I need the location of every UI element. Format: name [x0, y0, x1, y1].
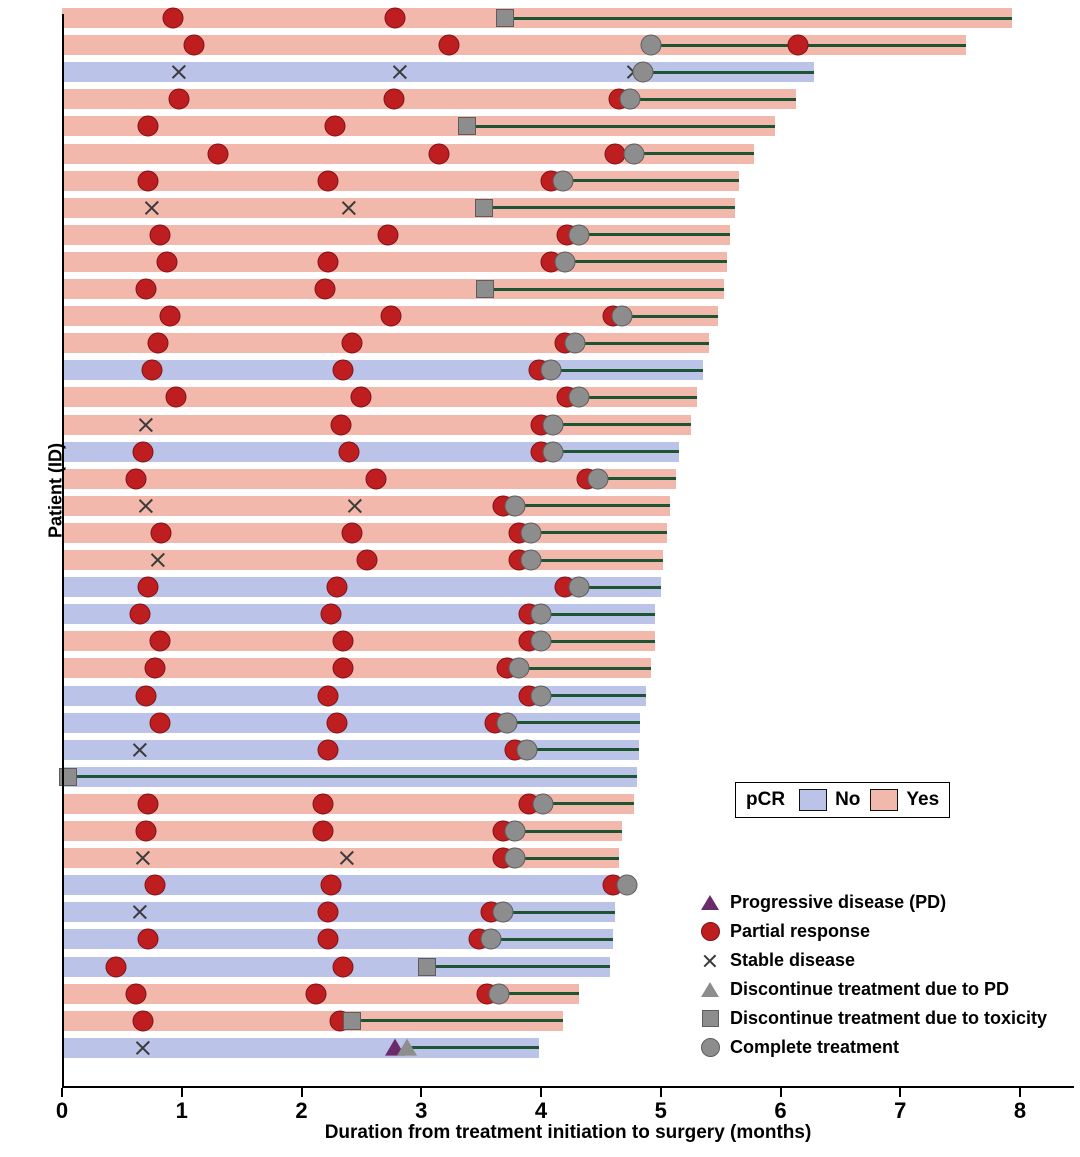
marker-x-mark-icon [170, 63, 188, 81]
patient-row [0, 89, 1012, 109]
treatment-line [575, 342, 709, 345]
marker-circle-red-icon [333, 658, 354, 679]
marker-square-grey-icon [476, 280, 494, 298]
marker-circle-red-icon [317, 685, 338, 706]
marker-legend-label: Partial response [730, 921, 871, 941]
marker-circle-red-icon [429, 143, 450, 164]
marker-circle-grey-icon [516, 739, 537, 760]
x-tick [540, 1088, 542, 1097]
treatment-line [491, 938, 613, 941]
marker-circle-red-icon [313, 821, 334, 842]
marker-circle-grey-icon [521, 522, 542, 543]
patient-row [0, 740, 1012, 760]
marker-circle-red-icon [357, 550, 378, 571]
patient-row [0, 279, 1012, 299]
treatment-line [519, 667, 651, 670]
marker-circle-red-icon [165, 387, 186, 408]
treatment-line [553, 423, 691, 426]
marker-circle-red-icon [317, 902, 338, 923]
x-tick-label: 3 [415, 1098, 428, 1123]
marker-x-mark-icon [134, 849, 152, 867]
x-tick [1019, 1088, 1021, 1097]
marker-circle-grey-icon [554, 251, 575, 272]
marker-circle-red-icon [341, 333, 362, 354]
treatment-line [541, 613, 655, 616]
marker-circle-red-icon [207, 143, 228, 164]
patient-row [0, 550, 1012, 570]
marker-x-mark-icon [137, 416, 155, 434]
marker-circle-red-icon [381, 306, 402, 327]
marker-circle-grey-icon [569, 224, 590, 245]
marker-circle-red-icon [351, 387, 372, 408]
marker-legend-item [690, 917, 1047, 946]
marker-legend-label: Discontinue treatment due to PD [730, 979, 1010, 999]
patient-row [0, 225, 1012, 245]
marker-circle-red-icon [333, 360, 354, 381]
treatment-line [633, 152, 754, 155]
x-tick [780, 1088, 782, 1097]
marker-circle-grey-icon [588, 468, 609, 489]
marker-circle-red-icon [333, 956, 354, 977]
marker-circle-red-icon [157, 251, 178, 272]
marker-circle-grey-icon [531, 631, 552, 652]
marker-circle-red-icon [317, 929, 338, 950]
treatment-line [551, 369, 703, 372]
marker-circle-red-icon [135, 685, 156, 706]
treatment-line [531, 559, 663, 562]
patient-row [0, 415, 1012, 435]
x-axis-line [62, 1086, 1074, 1088]
legend-circle-grey-icon [690, 1033, 730, 1062]
pcr-label-yes: Yes [906, 789, 940, 810]
marker-circle-grey-icon [504, 495, 525, 516]
marker-legend-label: Stable disease [730, 950, 856, 970]
marker-circle-grey-icon [531, 685, 552, 706]
marker-x-mark-icon [346, 497, 364, 515]
x-tick-label: 5 [654, 1098, 667, 1123]
x-tick [181, 1088, 183, 1097]
pcr-legend-item-no [799, 789, 860, 811]
marker-circle-grey-icon [542, 441, 563, 462]
marker-circle-red-icon [150, 224, 171, 245]
treatment-line [553, 450, 679, 453]
marker-circle-red-icon [327, 712, 348, 733]
pcr-swatch-yes [870, 789, 898, 811]
marker-circle-red-icon [138, 170, 159, 191]
treatment-line [431, 965, 611, 968]
marker-circle-red-icon [321, 875, 342, 896]
marker-circle-grey-icon [542, 414, 563, 435]
marker-circle-red-icon [333, 631, 354, 652]
x-axis-label: Duration from treatment initiation to surgery (months) [324, 1122, 812, 1143]
marker-circle-grey-icon [641, 35, 662, 56]
marker-square-grey-icon [418, 958, 436, 976]
marker-circle-red-icon [133, 1010, 154, 1031]
marker-circle-red-icon [133, 441, 154, 462]
marker-legend-item [690, 1004, 1047, 1033]
marker-circle-grey-icon [509, 658, 530, 679]
patient-row [0, 577, 1012, 597]
marker-circle-red-icon [317, 251, 338, 272]
patient-row [0, 469, 1012, 489]
marker-square-grey-icon [475, 199, 493, 217]
x-tick [301, 1088, 303, 1097]
treatment-line [579, 396, 696, 399]
patient-row [0, 116, 1012, 136]
marker-circle-red-icon [315, 279, 336, 300]
marker-circle-red-icon [317, 170, 338, 191]
marker-x-mark-icon [131, 903, 149, 921]
y-axis-label: Patient (ID) [45, 443, 66, 539]
x-tick-label: 6 [774, 1098, 787, 1123]
x-tick-label: 0 [55, 1098, 69, 1123]
marker-circle-grey-icon [504, 821, 525, 842]
marker-circle-red-icon [327, 577, 348, 598]
marker-circle-grey-icon [504, 848, 525, 869]
marker-circle-grey-icon [617, 875, 638, 896]
marker-circle-grey-icon [497, 712, 518, 733]
marker-circle-red-icon [377, 224, 398, 245]
patient-row [0, 306, 1012, 326]
treatment-line [509, 17, 1012, 20]
patient-row [0, 252, 1012, 272]
marker-circle-red-icon [183, 35, 204, 56]
marker-legend-item [690, 946, 1047, 975]
marker-circle-red-icon [135, 821, 156, 842]
marker-circle-red-icon [105, 956, 126, 977]
marker-circle-grey-icon [624, 143, 645, 164]
patient-row [0, 713, 1012, 733]
treatment-line [541, 694, 646, 697]
treatment-line [627, 98, 796, 101]
treatment-line [515, 504, 671, 507]
marker-circle-grey-icon [564, 333, 585, 354]
marker-circle-red-icon [147, 333, 168, 354]
x-tick [660, 1088, 662, 1097]
marker-circle-grey-icon [552, 170, 573, 191]
treatment-line [577, 233, 730, 236]
marker-x-mark-icon [340, 199, 358, 217]
x-tick-label: 1 [175, 1098, 188, 1123]
marker-circle-red-icon [321, 604, 342, 625]
treatment-line [487, 288, 724, 291]
marker-circle-red-icon [138, 116, 159, 137]
marker-x-mark-icon [143, 199, 161, 217]
x-tick [420, 1088, 422, 1097]
marker-circle-grey-icon [521, 550, 542, 571]
treatment-line [499, 992, 579, 995]
patient-row [0, 442, 1012, 462]
marker-circle-red-icon [145, 875, 166, 896]
treatment-line [565, 179, 739, 182]
marker-circle-red-icon [438, 35, 459, 56]
x-tick [61, 1088, 63, 1097]
marker-circle-grey-icon [531, 604, 552, 625]
treatment-line [652, 44, 966, 47]
marker-legend-item [690, 1033, 1047, 1062]
patient-row [0, 198, 1012, 218]
marker-x-mark-icon [137, 497, 155, 515]
pcr-swatch-no [799, 789, 827, 811]
legend-square-grey-icon [690, 1004, 730, 1033]
patient-row [0, 171, 1012, 191]
treatment-line [407, 1046, 539, 1049]
legend-x-mark-icon [690, 946, 730, 975]
x-tick-label: 7 [894, 1098, 907, 1123]
marker-circle-red-icon [383, 89, 404, 110]
marker-legend-label: Progressive disease (PD) [730, 892, 947, 912]
patient-row [0, 821, 1012, 841]
patient-row [0, 333, 1012, 353]
treatment-line [515, 857, 619, 860]
marker-x-mark-icon [338, 849, 356, 867]
marker-circle-grey-icon [480, 929, 501, 950]
marker-circle-grey-icon [619, 89, 640, 110]
treatment-line [583, 586, 661, 589]
x-tick [899, 1088, 901, 1097]
patient-row [0, 496, 1012, 516]
treatment-line [515, 830, 623, 833]
marker-legend-item [690, 888, 1047, 917]
x-tick-label: 4 [534, 1098, 548, 1123]
patient-row [0, 848, 1012, 868]
marker-circle-grey-icon [489, 983, 510, 1004]
treatment-line [531, 531, 666, 534]
marker-circle-grey-icon [533, 793, 554, 814]
marker-circle-grey-icon [612, 306, 633, 327]
marker-legend-label: Discontinue treatment due to toxicity [730, 1008, 1048, 1028]
marker-circle-red-icon [341, 522, 362, 543]
marker-circle-red-icon [317, 739, 338, 760]
marker-circle-red-icon [135, 279, 156, 300]
pcr-legend-item-yes [870, 789, 939, 811]
marker-legend [690, 888, 1047, 1062]
marker-square-grey-icon [496, 9, 514, 27]
treatment-line [622, 315, 718, 318]
marker-circle-grey-icon [492, 902, 513, 923]
x-tick-label: 8 [1013, 1098, 1027, 1123]
treatment-line [563, 260, 727, 263]
marker-circle-red-icon [339, 441, 360, 462]
marker-circle-red-icon [163, 8, 184, 29]
treatment-line [543, 802, 634, 805]
marker-circle-red-icon [150, 712, 171, 733]
legend-triangle-purple-icon [690, 888, 730, 917]
treatment-line [643, 71, 814, 74]
marker-circle-red-icon [138, 929, 159, 950]
patient-row [0, 387, 1012, 407]
marker-circle-red-icon [169, 89, 190, 110]
marker-circle-red-icon [138, 793, 159, 814]
treatment-line [352, 1019, 563, 1022]
patient-row [0, 360, 1012, 380]
marker-circle-red-icon [141, 360, 162, 381]
patient-row [0, 631, 1012, 651]
marker-circle-grey-icon [540, 360, 561, 381]
marker-circle-red-icon [129, 604, 150, 625]
marker-circle-red-icon [331, 414, 352, 435]
pcr-label-no: No [835, 789, 861, 810]
marker-circle-red-icon [145, 658, 166, 679]
marker-circle-red-icon [138, 577, 159, 598]
marker-circle-grey-icon [632, 62, 653, 83]
marker-circle-red-icon [313, 793, 334, 814]
patient-row [0, 523, 1012, 543]
treatment-line [507, 721, 640, 724]
treatment-line [487, 206, 735, 209]
patient-row [0, 144, 1012, 164]
marker-circle-red-icon [325, 116, 346, 137]
treatment-line [499, 911, 615, 914]
marker-circle-red-icon [384, 8, 405, 29]
marker-circle-red-icon [126, 983, 147, 1004]
patient-row [0, 62, 1012, 82]
marker-square-grey-icon [458, 117, 476, 135]
x-tick-label: 2 [295, 1098, 308, 1123]
marker-legend-item [690, 975, 1047, 1004]
marker-circle-grey-icon [569, 387, 590, 408]
marker-x-mark-icon [391, 63, 409, 81]
treatment-line [469, 125, 774, 128]
treatment-line [68, 775, 637, 778]
treatment-line [541, 640, 655, 643]
marker-circle-red-icon [159, 306, 180, 327]
marker-circle-red-icon [150, 631, 171, 652]
patient-row [0, 604, 1012, 624]
marker-circle-grey-icon [569, 577, 590, 598]
marker-square-grey-icon [343, 1012, 361, 1030]
pcr-legend [735, 782, 950, 818]
legend-circle-red-icon [690, 917, 730, 946]
patient-row [0, 8, 1012, 28]
patient-row [0, 35, 1012, 55]
marker-circle-red-icon [788, 35, 809, 56]
patient-row [0, 686, 1012, 706]
treatment-line [527, 748, 640, 751]
patient-row [0, 658, 1012, 678]
marker-x-mark-icon [131, 741, 149, 759]
marker-triangle-grey-icon [397, 1038, 417, 1055]
marker-circle-red-icon [605, 143, 626, 164]
marker-circle-red-icon [365, 468, 386, 489]
legend-triangle-grey-icon [690, 975, 730, 1004]
marker-legend-label: Complete treatment [730, 1037, 900, 1057]
treatment-line [598, 477, 676, 480]
marker-circle-red-icon [305, 983, 326, 1004]
pcr-legend-title: pCR [746, 789, 786, 810]
marker-x-mark-icon [134, 1039, 152, 1057]
marker-circle-red-icon [126, 468, 147, 489]
marker-x-mark-icon [149, 551, 167, 569]
marker-circle-red-icon [151, 522, 172, 543]
